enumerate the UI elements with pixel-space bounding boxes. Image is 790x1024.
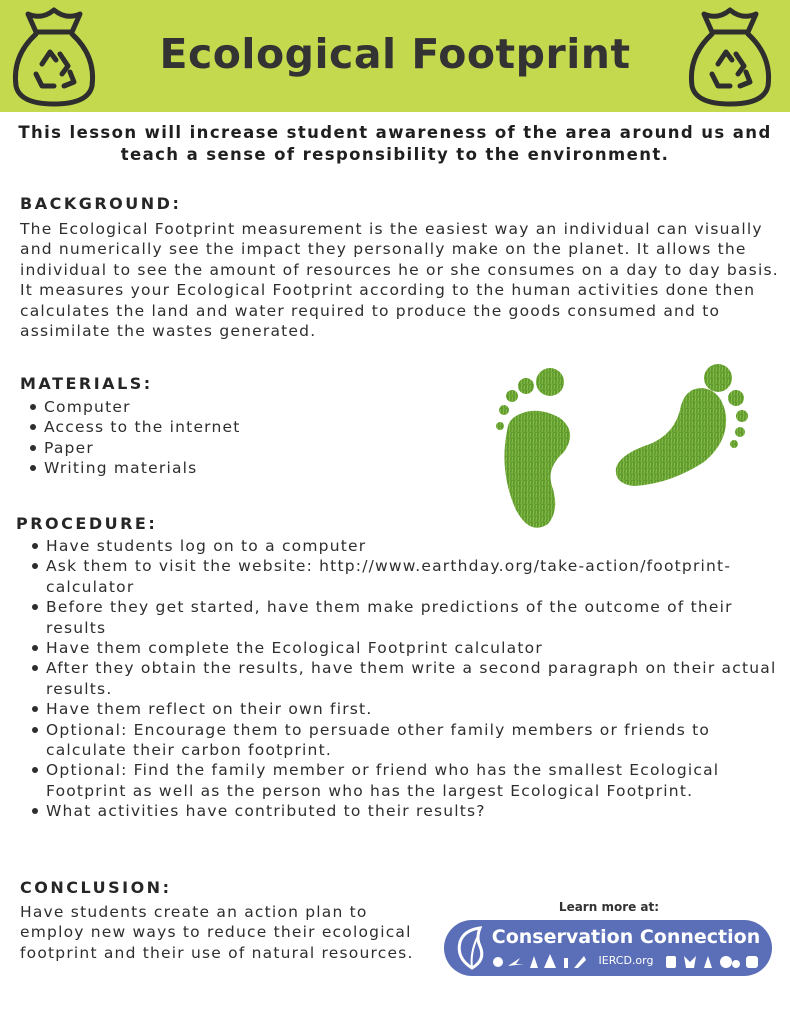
- nature-icons: [662, 952, 762, 970]
- badge-site: IERCD.org: [598, 954, 654, 967]
- list-item: Have them reflect on their own first.: [28, 699, 780, 719]
- list-item: Writing materials: [26, 458, 466, 478]
- header-banner: [0, 0, 790, 112]
- intro-text: This lesson will increase student awareness of the area around us and teach a sense of responsibility to the environment.: [18, 123, 772, 164]
- background-text: The Ecological Footprint measurement is the easiest way an individual can visually and numerically see the impact they personally make on the planet. It allows the individual to see the amount of resources he or she consumes on a day to day basis. It measures your Ecological Footprint according to the human activities done then calculates the land and water required to produce the goods consumed and to assimilate the wastes generated.: [20, 220, 779, 341]
- conservation-connection-badge[interactable]: [444, 920, 772, 976]
- list-item: What activities have contributed to their results?: [28, 801, 780, 821]
- procedure-heading: PROCEDURE:: [16, 514, 158, 533]
- background-heading: BACKGROUND:: [20, 194, 182, 213]
- wildlife-icons: [490, 952, 590, 970]
- list-item: Paper: [26, 438, 466, 458]
- list-item: Ask them to visit the website: http://www.earthday.org/take-action/footprint-calculator: [28, 556, 780, 597]
- list-item: After they obtain the results, have them write a second paragraph on their actual results.: [28, 658, 780, 699]
- materials-heading: MATERIALS:: [20, 374, 153, 393]
- page-title: Ecological Footprint: [159, 30, 631, 78]
- conclusion-heading: CONCLUSION:: [20, 878, 172, 897]
- list-item: Optional: Find the family member or friend who has the smallest Ecological Footprint as well as the person who has the largest Ecological Footprint.: [28, 760, 780, 801]
- list-item: Have them complete the Ecological Footprint calculator: [28, 638, 780, 658]
- list-item: Computer: [26, 397, 466, 417]
- grass-footprints-icon: [490, 360, 758, 540]
- list-item: Optional: Encourage them to persuade other family members or friends to calculate their carbon footprint.: [28, 720, 780, 761]
- badge-title: Conservation Connection: [491, 926, 761, 948]
- list-item: Have students log on to a computer: [28, 536, 780, 556]
- list-item: Access to the internet: [26, 417, 466, 437]
- procedure-list: [28, 536, 780, 822]
- materials-list: [26, 397, 466, 479]
- learn-more-label: Learn more at:: [558, 900, 660, 914]
- list-item: Before they get started, have them make predictions of the outcome of their results: [28, 597, 780, 638]
- conclusion-text: Have students create an action plan to employ new ways to reduce their ecological footprint and their use of natural resources.: [20, 903, 414, 962]
